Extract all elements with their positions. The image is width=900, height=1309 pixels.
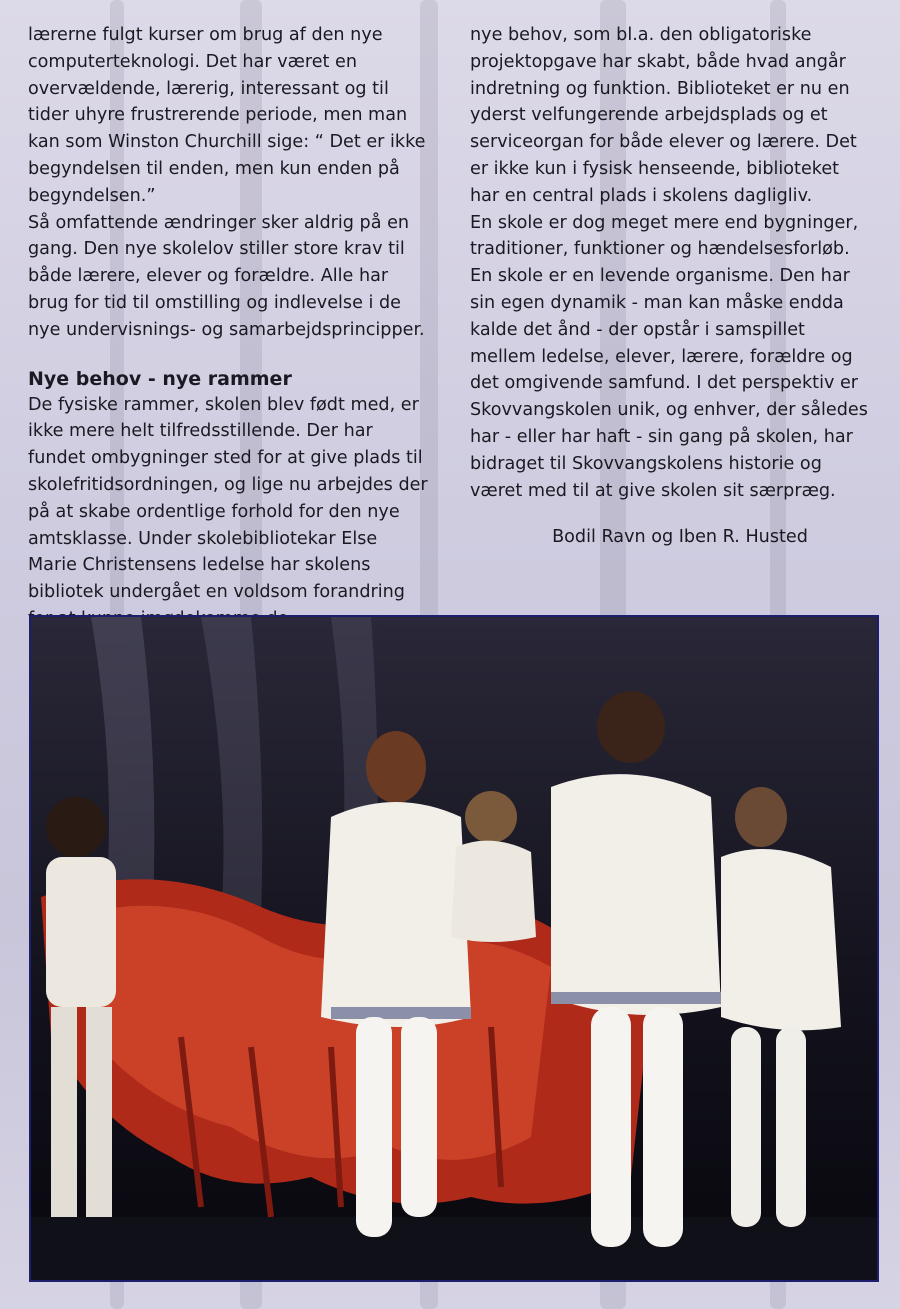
paragraph: En skole er dog meget mere end bygninger, traditioner, funktioner og hændelsesforløb. En skole er en levende organisme. Den har sin egen dynamik - man kan måske endda kalde det ånd - der opstår i samspillet mellem ledelse, elever, lærere, forældre og det omgivende samfund. I det perspektiv er Skovvangskolen unik, og enhver, der således har - eller har haft - sin gang på skolen, har bidraget til Skovvangskolens historie og været med til at give skolen sit særpræg. xyxy=(470,212,868,501)
paragraph: De fysiske rammer, skolen blev født med, er ikke mere helt tilfredsstillende. Der har fundet ombygninger sted for at give plads til skolefritidsordningen, og lige nu arbejdes der på at skabe ordentlige forhold for den nye amtsklasse. Under skolebibliotekar Else Marie Christensens ledelse har skolens bibliotek undergået en voldsom forandring xyxy=(28,394,428,603)
photo-illustration xyxy=(31,617,877,1280)
paragraph: lærerne fulgt kurser om brug af den nye computerteknologi. Det har været en overvældende, lærerig, interessant og til tider uhyre frustrerende periode, men man kan som Winston Churchill sige: “ Det er ikke begyndelsen til enden, men kun enden på begyndelsen.” xyxy=(28,25,426,206)
dance-performance-photo xyxy=(29,615,879,1282)
left-column xyxy=(28,22,428,633)
author-signature: Bodil Ravn og Iben R. Husted xyxy=(552,527,808,548)
section-heading: Nye behov - nye rammer xyxy=(28,367,292,390)
paragraph: Så omfattende ændringer sker aldrig på en gang. Den nye skolelov stiller store krav til både lærere, elever og forældre. Alle har brug for tid til omstilling og indlevelse i de nye undervisnings- og samarbejdsprincipper. xyxy=(28,212,425,340)
right-column xyxy=(470,22,870,551)
paragraph: nye behov, som bl.a. den obligatoriske projektopgave har skabt, både hvad angår indretning og funktion. Biblioteket er nu en yderst velfungerende arbejdsplads og et serviceorgan for både elever og lærere. Det er ikke kun i fysisk henseende, biblioteket har en central plads i skolens dagligliv. xyxy=(470,25,857,206)
